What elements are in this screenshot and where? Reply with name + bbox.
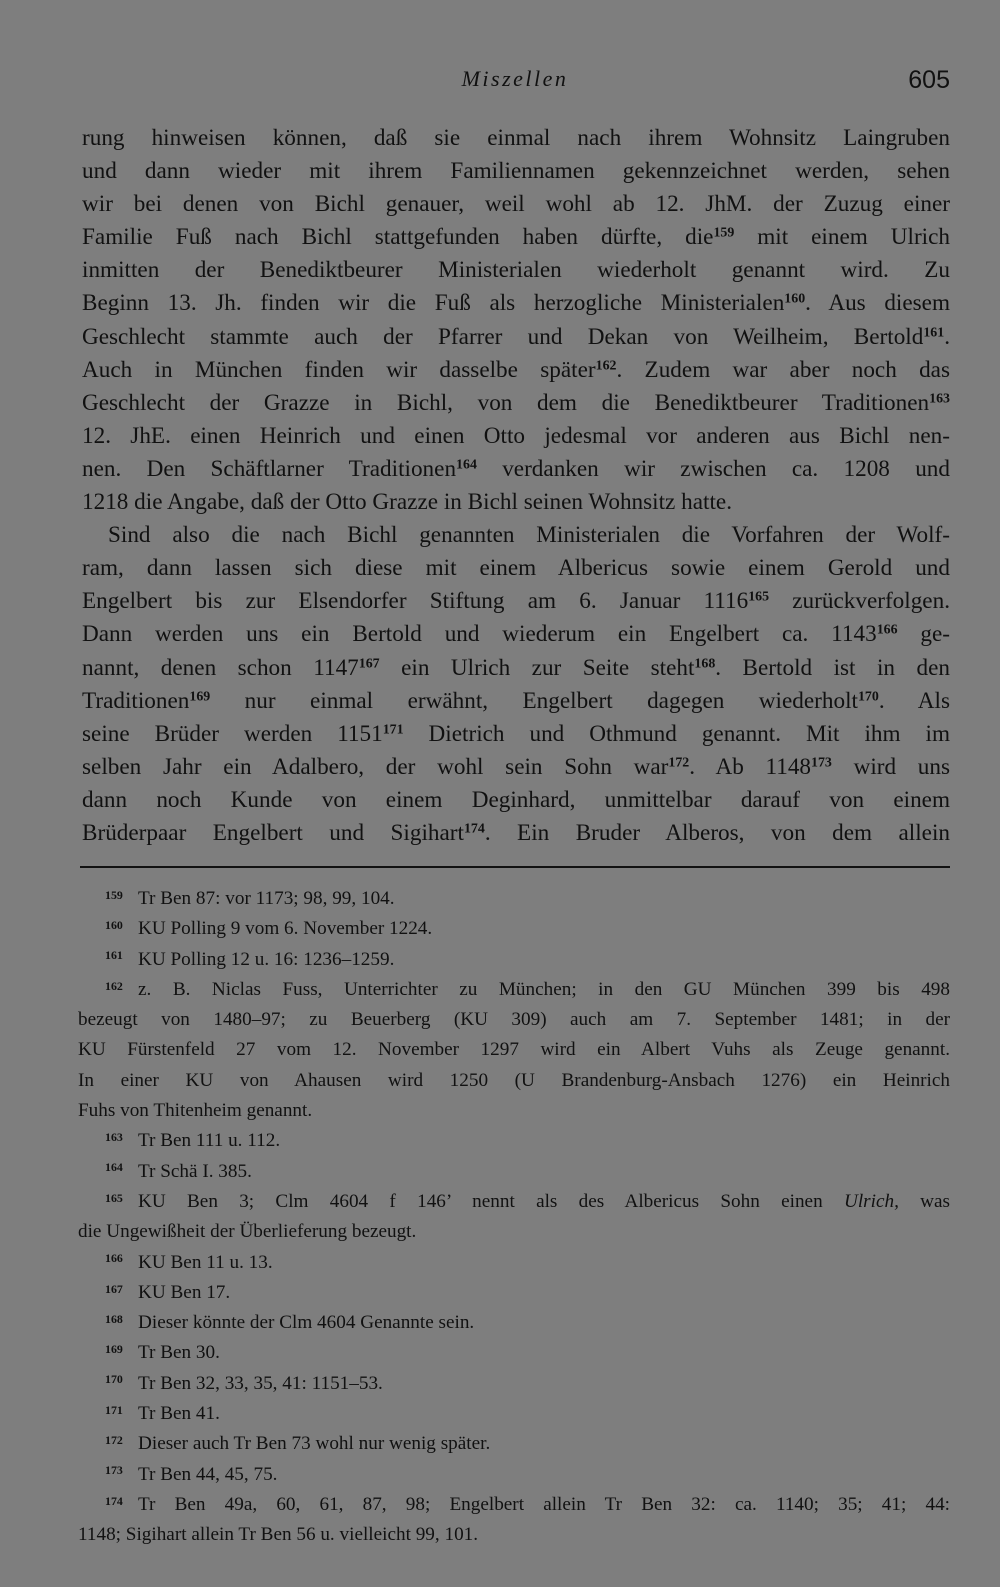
text-line [82,552,950,585]
text-line [82,387,950,420]
footnote-ref: 173 [811,755,832,771]
footnote-ref: 164 [456,457,477,473]
footnote-ref: 160 [784,291,806,307]
line-text: ein Ulrich zur Seite steht [379,654,695,681]
text-line [82,155,950,188]
footnote-continuation: In einer KU von Ahausen wird 1250 (U Brandenburg-Ansbach 1276) ein Heinrich [78,1069,950,1091]
footnote-text: KU Polling 12 u. 16: 1236–1259. [138,948,395,970]
running-title: Miszellen [461,66,569,91]
text-line [82,486,950,519]
line-text: Geschlecht stammte auch der Pfarrer und Dekan von Weilheim, Bertold [82,323,924,350]
footnote-continuation: Fuhs von Thitenheim genannt. [78,1100,313,1122]
page-number: 605 [908,66,950,94]
footnote-continuation: die Ungewißheit der Überlieferung bezeugt. [78,1221,417,1243]
text-line [82,188,950,221]
line-text: . [944,323,950,350]
footnotes [78,884,950,1551]
footnote-ref: 159 [713,225,735,241]
footnote-ref: 169 [189,688,211,704]
footnote-text: Tr Schä I. 385. [138,1160,252,1182]
footnote: 173 Tr Ben 44, 45, 75. [105,1463,278,1485]
footnote-separator [80,866,950,868]
footnote-text: KU Ben 17. [138,1281,231,1303]
footnote-text: KU Ben 11 u. 13. [138,1251,273,1273]
line-text: . Als [878,687,950,714]
line-text: Familie Fuß nach Bichl stattgefunden haben dürfte, die [82,224,714,251]
line-text: . Ein Bruder Alberos, von dem allein [484,819,950,846]
footnote-ref: 166 [876,622,898,638]
footnote-ref: 165 [748,589,770,605]
footnote: 166 KU Ben 11 u. 13. [105,1251,273,1273]
line-text: Sind also die nach Bichl genannten Ministerialen die Vorfahren der Wolf- [108,522,950,549]
footnote-ref: 174 [463,821,485,837]
line-text: rung hinweisen können, daß sie einmal nach ihrem Wohnsitz Laingruben [82,125,950,151]
footnote: 163 Tr Ben 111 u. 112. [105,1130,281,1152]
footnote-text: Tr Ben 44, 45, 75. [138,1463,278,1485]
line-text: 12. JhE. einen Heinrich und einen Otto jedesmal vor anderen aus Bichl nen- [82,422,950,449]
line-text: . Zudem war aber noch das [616,356,950,383]
text-line [82,519,950,552]
line-text: Traditionen [82,687,190,714]
footnote: 171 Tr Ben 41. [105,1402,220,1425]
line-text: wird uns [831,753,950,780]
line-text: Geschlecht der Grazze in Bichl, von dem die Benediktbeurer Traditionen [82,389,930,416]
footnote-text: Tr Ben 41. [138,1403,220,1425]
footnote: 174 Tr Ben 49a, 60, 61, 87, 98; Engelbert allein Tr Ben 32: ca. 1140; 35; 41; 44: [105,1493,950,1515]
line-text: und dann wieder mit ihrem Familiennamen gekennzeichnet werden, sehen [82,158,950,185]
line-text: . Ab 1148 [689,753,812,780]
line-text: ge- [897,621,950,648]
footnote: 170 Tr Ben 32, 33, 35, 41: 1151–53. [105,1372,383,1394]
text-line [82,652,950,685]
text-line [82,718,950,751]
text-line [82,354,950,387]
text-line [82,585,950,618]
line-text: Dann werden uns ein Bertold und wiederum ein Engelbert ca. 1143 [82,621,877,648]
footnote: 160 KU Polling 9 vom 6. November 1224. [105,917,433,940]
line-text: nen. Den Schäftlarner Traditionen [82,455,457,482]
text-line [82,254,950,287]
footnote-text: Dieser könnte der Clm 4604 Genannte sein. [138,1312,475,1334]
footnote-text: Dieser auch Tr Ben 73 wohl nur wenig später. [138,1433,491,1455]
footnote: 161 KU Polling 12 u. 16: 1236–1259. [105,948,395,970]
footnote-text: Tr Ben 49a, 60, 61, 87, 98; Engelbert allein Tr Ben 32: ca. 1140; 35; 41; 44: [138,1493,950,1515]
footnote-continuation: bezeugt von 1480–97; zu Beuerberg (KU 309) auch am 7. September 1481; in der [78,1009,950,1031]
line-text: seine Brüder werden 1151 [82,720,383,747]
footnote-ref: 163 [929,391,950,407]
line-text: Dietrich und Othmund genannt. Mit ihm im [403,720,950,747]
footnote: 172 Dieser auch Tr Ben 73 wohl nur wenig später. [105,1433,491,1455]
line-text: nur einmal erwähnt, Engelbert dagegen wiederholt [210,687,858,714]
text-line [82,420,950,453]
footnote-text: KU Ben 3; Clm 4604 f 146’ nennt als des Albericus Sohn einen [138,1190,844,1212]
line-text: verdanken wir zwischen ca. 1208 und [476,455,950,482]
footnote: 159 Tr Ben 87: vor 1173; 98, 99, 104. [105,887,395,909]
text-line [82,122,950,155]
text-line [82,784,950,817]
line-text: inmitten der Benediktbeurer Ministerialen wiederholt genannt wird. Zu [82,257,950,284]
text-line [82,817,950,850]
footnote-text: Tr Ben 87: vor 1173; 98, 99, 104. [138,888,395,909]
footnote-continuation: 1148; Sigihart allein Tr Ben 56 u. vielleicht 99, 101. [78,1524,479,1546]
footnote-ref: 161 [923,324,945,340]
footnote-text: Tr Ben 32, 33, 35, 41: 1151–53. [138,1372,383,1394]
line-text: Brüderpaar Engelbert und Sigihart [82,819,464,846]
line-text: Engelbert bis zur Elsendorfer Stiftung am 6. Januar 1116 [82,588,749,615]
footnote-text: z. B. Niclas Fuss, Unterrichter zu München; in den GU München 399 bis 498 [138,978,950,1000]
line-text: nannt, denen schon 1147 [82,654,359,681]
line-text: 1218 die Angabe, daß der Otto Grazze in Bichl seinen Wohnsitz hatte. [82,489,732,516]
line-text: zurückverfolgen. [769,588,950,615]
footnote-text: was [898,1190,951,1212]
footnote-text: KU Polling 9 vom 6. November 1224. [138,918,433,940]
line-text: . Bertold ist in den [715,654,950,681]
footnote: 164 Tr Schä I. 385. [105,1160,252,1182]
text-line [82,221,950,254]
footnote: 162 z. B. Niclas Fuss, Unterrichter zu München; in den GU München 399 bis 498 [105,978,950,1000]
footnote-text: Tr Ben 30. [138,1342,220,1364]
text-line [82,618,950,651]
footnote-ref: 168 [694,655,716,671]
footnote: 168 Dieser könnte der Clm 4604 Genannte sein. [105,1311,475,1334]
line-text: Auch in München finden wir dasselbe später [82,356,596,383]
footnote-continuation: KU Fürstenfeld 27 vom 12. November 1297 wird ein Albert Vuhs als Zeuge genannt. [78,1039,950,1061]
line-text: mit einem Ulrich [734,224,950,251]
footnote-ref: 170 [857,688,879,704]
text-line [82,287,950,320]
footnote-ref: 171 [382,722,404,738]
footnote: 169 Tr Ben 30. [105,1342,220,1364]
footnote: 165 KU Ben 3; Clm 4604 f 146’ nennt als des Albericus Sohn einen Ulrich, was [105,1190,951,1212]
footnote-text-italic: Ulrich, [843,1190,899,1212]
line-text: wir bei denen von Bichl genauer, weil wohl ab 12. JhM. der Zuzug einer [82,191,950,218]
line-text: selben Jahr ein Adalbero, der wohl sein Sohn war [82,753,669,780]
text-line [82,751,950,784]
text-line [82,321,950,354]
running-head [80,66,950,98]
line-text: . Aus diesem [805,290,951,317]
footnote-ref: 167 [358,655,380,671]
line-text: dann noch Kunde von einem Deginhard, unmittelbar darauf von einem [82,786,950,813]
line-text: ram, dann lassen sich diese mit einem Albericus sowie einem Gerold und [82,555,950,582]
main-text [82,122,950,850]
footnote: 167 KU Ben 17. [105,1281,231,1303]
footnote-text: Tr Ben 111 u. 112. [138,1130,281,1152]
footnote-ref: 172 [668,755,690,771]
footnote-ref: 162 [595,358,617,374]
text-line [82,453,950,486]
text-line [82,685,950,718]
line-text: Beginn 13. Jh. finden wir die Fuß als herzogliche Ministerialen [82,290,785,317]
